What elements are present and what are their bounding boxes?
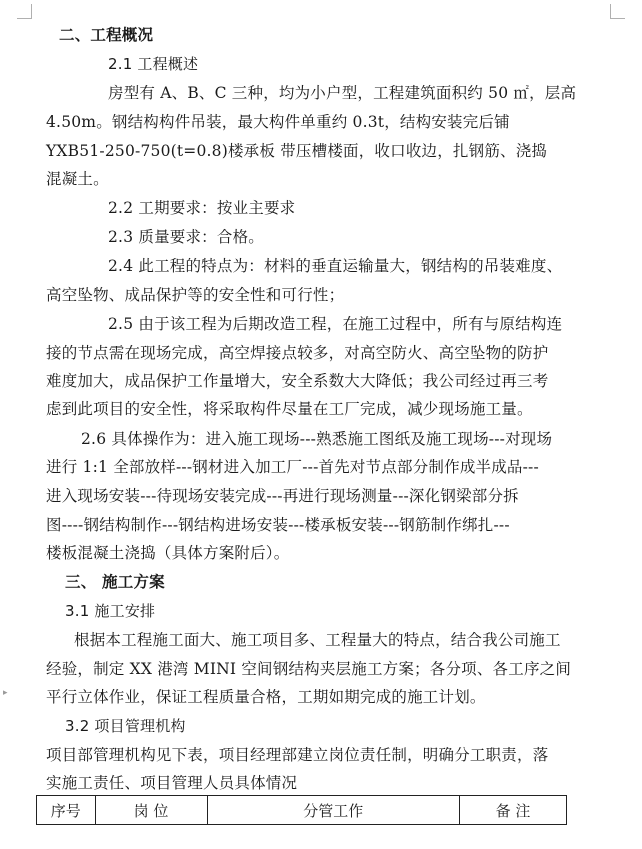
table-header-cell: 序号 [37,796,96,825]
section-heading: 三、 施工方案 [65,573,165,591]
paragraph-line: 房型有 A、B、C 三种，均为小户型，工程建筑面积约 50 ㎡，层高 [108,84,577,102]
paragraph-line: 实施工责任、项目管理人员具体情况 [46,774,298,792]
paragraph-line: 难度加大，成品保护工作量增大，安全系数大大降低；我公司经过再三考 [46,372,549,390]
subsection-heading: 2.1 工程概述 [108,55,199,73]
paragraph-line: YXB51-250-750(t=0.8)楼承板 带压槽楼面，收口收边，扎钢筋、浇捣 [46,142,548,160]
paragraph-line: 2.2 工期要求：按业主要求 [108,199,296,217]
table-header-cell: 岗 位 [95,796,207,825]
subsection-heading: 3.1 施工安排 [65,602,156,620]
paragraph-line: 2.3 质量要求：合格。 [108,228,264,246]
paragraph-line: 图----钢结构制作---钢结构进场安装---楼承板安装---钢筋制作绑扎--- [46,516,510,534]
paragraph-line: 楼板混凝土浇捣（具体方案附后）。 [46,544,290,562]
crop-mark-top-left [17,4,32,19]
crop-mark-top-right [610,4,625,19]
table-header-row [37,796,567,825]
paragraph-line: 高空坠物、成品保护等的安全性和可行性； [46,286,345,304]
subsection-heading: 3.2 项目管理机构 [65,717,186,735]
paragraph-line: 2.6 具体操作为：进入施工现场---熟悉施工图纸及施工现场---对现场 [81,430,553,448]
paragraph-line: 混凝土。 [46,170,109,188]
paragraph-line: 2.5 由于该工程为后期改造工程，在施工过程中，所有与原结构连 [108,315,563,333]
table-header-cell: 备 注 [459,796,566,825]
margin-marker-icon: ▸ [3,688,8,698]
paragraph-line: 2.4 此工程的特点为：材料的垂直运输量大，钢结构的吊装难度、 [108,257,563,275]
paragraph-line: 虑到此项目的安全性，将采取构件尽量在工厂完成，减少现场施工量。 [46,400,533,418]
paragraph-line: 项目部管理机构见下表，项目经理部建立岗位责任制，明确分工职责，落 [46,746,549,764]
staff-table [36,795,567,825]
table-header-cell: 分管工作 [207,796,459,825]
section-heading: 二、工程概况 [59,26,154,44]
paragraph-line: 接的节点需在现场完成，高空焊接点较多，对高空防火、高空坠物的防护 [46,344,549,362]
paragraph-line: 平行立体作业，保证工程质量合格，工期如期完成的施工计划。 [46,688,486,706]
paragraph-line: 4.50m。钢结构构件吊装，最大构件单重约 0.3t，结构安装完后铺 [46,113,510,131]
paragraph-line: 根据本工程施工面大、施工项目多、工程量大的特点，结合我公司施工 [74,631,561,649]
paragraph-line: 进行 1:1 全部放样---钢材进入加工厂---首先对节点部分制作成半成品--- [46,458,539,476]
paragraph-line: 经验，制定 XX 港湾 MINI 空间钢结构夹层施工方案；各分项、各工序之间 [46,660,572,678]
paragraph-line: 进入现场安装---待现场安装完成---再进行现场测量---深化钢梁部分拆 [46,487,519,505]
